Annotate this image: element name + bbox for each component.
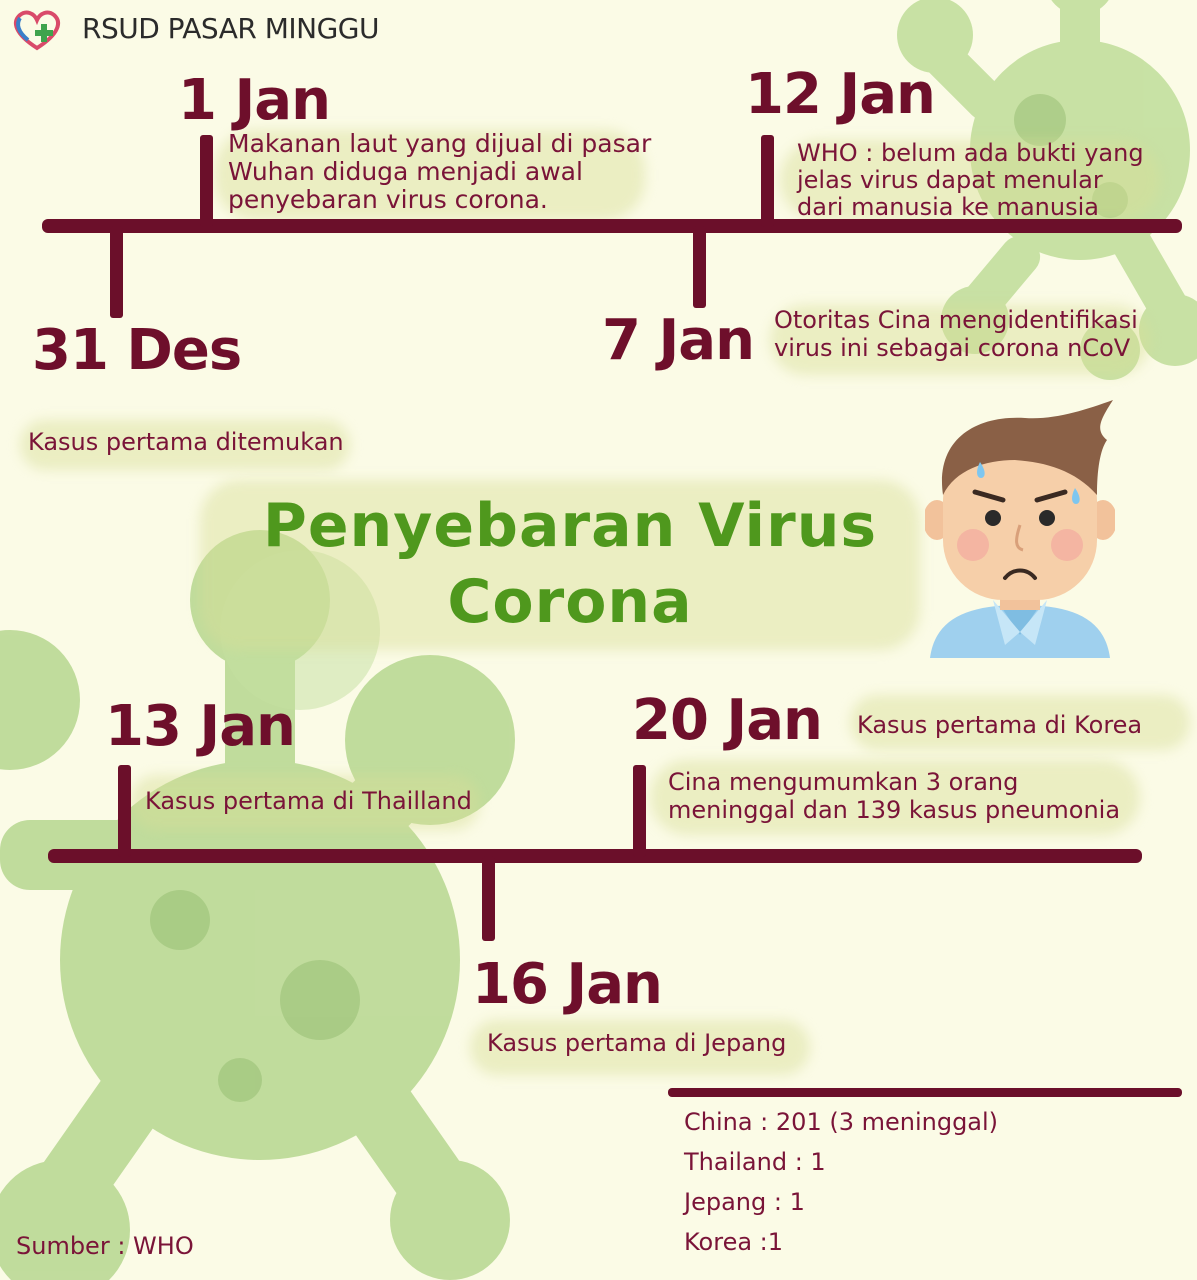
timeline-bar-top	[42, 219, 1182, 233]
title-line-1: Penyebaran Virus	[262, 491, 878, 561]
event-text-line: Makanan laut yang dijual di pasar	[228, 129, 652, 158]
event-text-line: Cina mengumumkan 3 orang	[668, 768, 1019, 796]
date-jan7: 7 Jan	[602, 308, 754, 373]
event-text-line: dari manusia ke manusia	[797, 193, 1099, 221]
stats-divider	[668, 1088, 1182, 1097]
date-jan13: 13 Jan	[105, 694, 295, 759]
title-line-2: Corona	[447, 567, 693, 637]
event-text-jan7	[774, 306, 1138, 362]
event-text-jan20-china	[668, 768, 1120, 824]
event-text-jan12	[797, 140, 1144, 221]
timeline-tick-jan16	[482, 856, 495, 941]
stat-thailand: Thailand : 1	[684, 1148, 826, 1176]
timeline-tick-jan1	[200, 135, 213, 227]
event-text-line: meninggal dan 139 kasus pneumonia	[668, 796, 1121, 824]
event-text-line: Otoritas Cina mengidentifikasi	[774, 306, 1138, 334]
timeline-tick-jan7	[693, 226, 706, 308]
date-jan20: 20 Jan	[632, 688, 822, 753]
timeline-bar-bottom	[48, 849, 1142, 863]
event-text-jan20-korea: Kasus pertama di Korea	[857, 711, 1143, 739]
worried-man-icon	[925, 400, 1115, 658]
org-name: RSUD PASAR MINGGU	[82, 12, 379, 45]
timeline-tick-jan20	[633, 765, 646, 857]
event-text-jan16: Kasus pertama di Jepang	[487, 1029, 787, 1057]
date-jan1: 1 Jan	[178, 68, 330, 133]
date-dec31: 31 Des	[32, 318, 242, 383]
date-jan16: 16 Jan	[472, 952, 662, 1017]
timeline-tick-dec31	[110, 226, 123, 318]
event-text-line: WHO : belum ada bukti yang	[797, 139, 1144, 167]
source-note: Sumber : WHO	[16, 1232, 194, 1260]
event-text-dec31: Kasus pertama ditemukan	[28, 428, 344, 456]
stat-jepang: Jepang : 1	[684, 1188, 805, 1216]
timeline-tick-jan13	[118, 765, 131, 857]
heart-cross-logo-icon	[10, 8, 65, 53]
timeline-tick-jan12	[761, 135, 774, 227]
event-text-line: jelas virus dapat menular	[797, 166, 1103, 194]
event-text-line: virus ini sebagai corona nCoV	[774, 334, 1131, 362]
stat-china: China : 201 (3 meninggal)	[684, 1108, 999, 1136]
page-title	[200, 488, 940, 640]
event-text-jan1	[228, 130, 651, 214]
event-text-jan13: Kasus pertama di Thailland	[145, 787, 472, 815]
date-jan12: 12 Jan	[745, 62, 935, 127]
event-text-line: Wuhan diduga menjadi awal	[228, 157, 583, 186]
event-text-line: penyebaran virus corona.	[228, 185, 548, 214]
stat-korea: Korea :1	[684, 1228, 784, 1256]
